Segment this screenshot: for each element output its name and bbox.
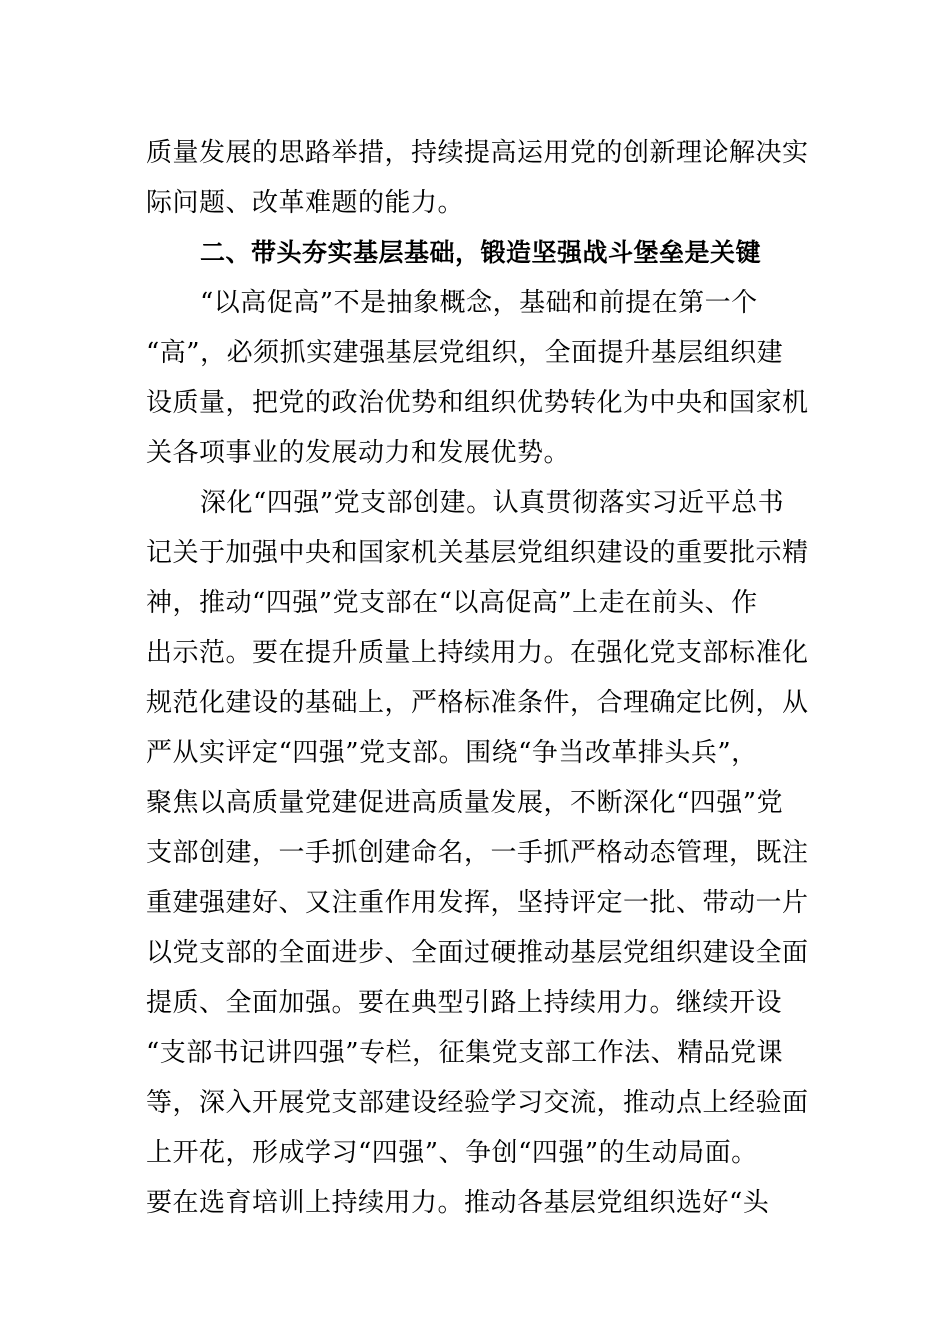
body-text-line: 重建强建好、又注重作用发挥，坚持评定一批、带动一片: [146, 888, 809, 918]
body-text-line: 神，推动“四强”党支部在“以高促高”上走在前头、作: [146, 588, 758, 618]
body-text-line: 等，深入开展党支部建设经验学习交流，推动点上经验面: [146, 1088, 809, 1118]
body-text-line: 关各项事业的发展动力和发展优势。: [146, 438, 571, 468]
body-text-line: 支部创建，一手抓创建命名，一手抓严格动态管理，既注: [146, 838, 809, 868]
body-text-line: 严从实评定“四强”党支部。围绕“争当改革排头兵”，: [146, 738, 758, 768]
body-text-line: 记关于加强中央和国家机关基层党组织建设的重要批示精: [146, 538, 809, 568]
body-text-line: 聚焦以高质量党建促进高质量发展，不断深化“四强”党: [146, 788, 784, 818]
section-heading: 二、带头夯实基层基础，锻造坚强战斗堡垒是关键: [200, 238, 762, 267]
body-text-line: “高”，必须抓实建强基层党组织，全面提升基层组织建: [146, 338, 784, 368]
body-text-line: 出示范。要在提升质量上持续用力。在强化党支部标准化: [146, 638, 809, 668]
body-text-line: 设质量，把党的政治优势和组织优势转化为中央和国家机: [146, 388, 809, 418]
body-text-line: 上开花，形成学习“四强”、争创“四强”的生动局面。: [146, 1138, 758, 1168]
paragraph-first-line: 深化“四强”党支部创建。认真贯彻落实习近平总书: [200, 488, 785, 518]
body-text-line: “支部书记讲四强”专栏，征集党支部工作法、精品党课: [146, 1038, 784, 1068]
body-text-line: 规范化建设的基础上，严格标准条件，合理确定比例，从: [146, 688, 809, 718]
body-text-line: 提质、全面加强。要在典型引路上持续用力。继续开设: [146, 988, 783, 1018]
body-text-line: 要在选育培训上持续用力。推动各基层党组织选好“头: [146, 1188, 770, 1218]
paragraph-first-line: “以高促高”不是抽象概念，基础和前提在第一个: [200, 288, 758, 318]
body-text-line: 以党支部的全面进步、全面过硬推动基层党组织建设全面: [146, 938, 809, 968]
body-text-line: 际问题、改革难题的能力。: [146, 188, 465, 218]
body-text-line: 质量发展的思路举措，持续提高运用党的创新理论解决实: [146, 138, 809, 168]
